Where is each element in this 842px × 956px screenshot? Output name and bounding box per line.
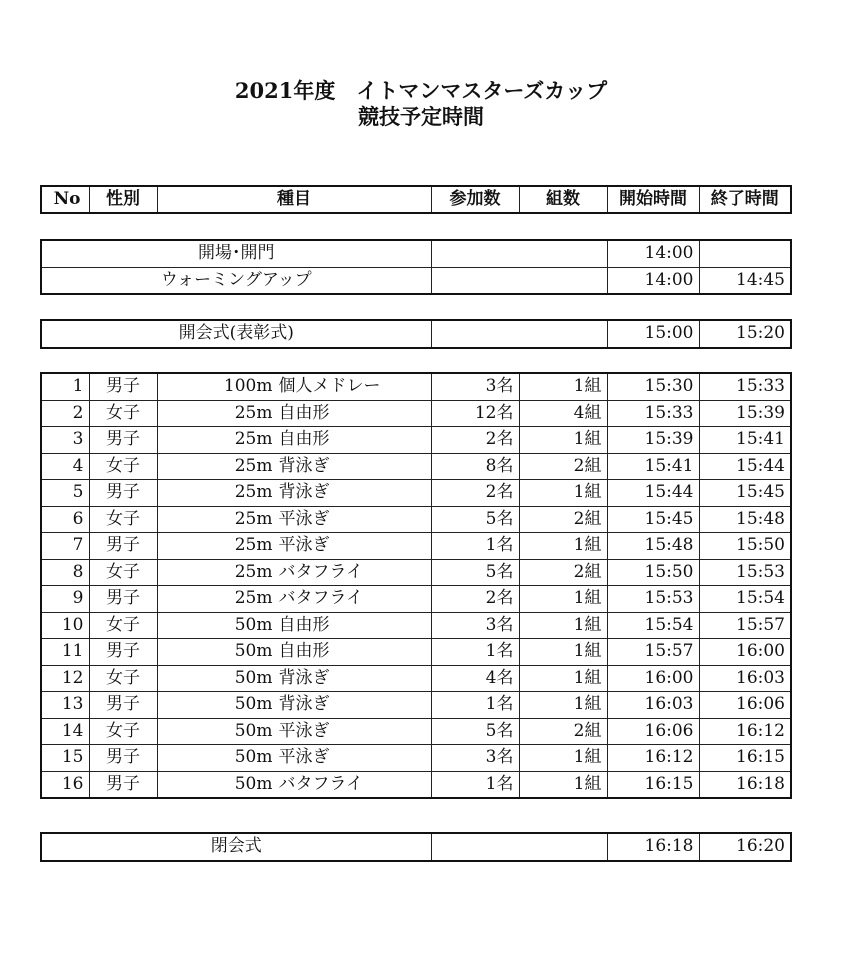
- header-row: [41, 186, 791, 213]
- race-end: 16:12: [699, 718, 791, 745]
- race-gender: 男子: [89, 373, 157, 400]
- race-start: 15:50: [607, 559, 699, 586]
- warmup-start: 14:00: [607, 267, 699, 294]
- race-no: 10: [41, 612, 89, 639]
- race-stroke: バタフライ: [278, 561, 363, 582]
- race-stroke: 自由形: [278, 641, 330, 661]
- race-end: 16:06: [699, 692, 791, 719]
- race-start: 16:00: [607, 665, 699, 692]
- race-no: 9: [41, 586, 89, 613]
- race-end: 15:41: [699, 427, 791, 454]
- race-participants: 3名: [431, 373, 519, 400]
- opening-start: 14:00: [607, 240, 699, 267]
- race-stroke: 自由形: [278, 402, 330, 423]
- race-stroke: 平泳ぎ: [278, 720, 330, 741]
- race-row: [41, 453, 791, 480]
- race-end: 15:57: [699, 612, 791, 639]
- race-end: 15:45: [699, 480, 791, 507]
- race-start: 15:45: [607, 506, 699, 533]
- header-end-time: 終了時間: [699, 186, 791, 213]
- race-row: [41, 771, 791, 798]
- race-participants: 12名: [431, 400, 519, 427]
- race-distance: 50m: [234, 614, 273, 635]
- race-row: [41, 427, 791, 454]
- race-start: 16:06: [607, 718, 699, 745]
- race-distance: 25m: [234, 508, 273, 529]
- race-participants: 1名: [431, 771, 519, 798]
- ceremony-end: 15:20: [699, 320, 791, 348]
- race-row: [41, 480, 791, 507]
- race-start: 15:33: [607, 400, 699, 427]
- closing-start: 16:18: [607, 833, 699, 861]
- header-gender: 性別: [89, 186, 157, 213]
- ceremony-label: 開会式(表彰式): [41, 320, 431, 348]
- race-start: 15:57: [607, 639, 699, 666]
- race-start: 15:30: [607, 373, 699, 400]
- race-no: 16: [41, 771, 89, 798]
- race-event: [157, 506, 431, 533]
- race-distance: 50m: [234, 720, 273, 741]
- closing-row: [41, 833, 791, 861]
- race-participants: 4名: [431, 665, 519, 692]
- warmup-end: 14:45: [699, 267, 791, 294]
- race-distance: 50m: [234, 667, 273, 688]
- ceremony-table: [40, 319, 792, 349]
- race-gender: 女子: [89, 559, 157, 586]
- race-no: 6: [41, 506, 89, 533]
- race-gender: 男子: [89, 586, 157, 613]
- race-start: 16:03: [607, 692, 699, 719]
- race-stroke: 自由形: [278, 614, 330, 635]
- race-heats: 1組: [519, 692, 607, 719]
- opening-end: [699, 240, 791, 267]
- race-gender: 女子: [89, 453, 157, 480]
- race-heats: 1組: [519, 533, 607, 560]
- opening-table: [40, 239, 792, 295]
- race-no: 3: [41, 427, 89, 454]
- race-row: [41, 559, 791, 586]
- race-stroke: 自由形: [278, 429, 330, 449]
- column-header-table: [40, 185, 792, 214]
- race-gender: 女子: [89, 612, 157, 639]
- race-no: 4: [41, 453, 89, 480]
- race-end: 15:48: [699, 506, 791, 533]
- race-end: 15:54: [699, 586, 791, 613]
- race-heats: 1組: [519, 745, 607, 772]
- race-event: [157, 612, 431, 639]
- ceremony-start: 15:00: [607, 320, 699, 348]
- race-distance: 50m: [234, 747, 273, 767]
- race-participants: 5名: [431, 718, 519, 745]
- race-distance: 25m: [234, 535, 273, 555]
- race-event: [157, 718, 431, 745]
- race-heats: 1組: [519, 427, 607, 454]
- opening-label: 開場･開門: [41, 240, 431, 267]
- race-gender: 男子: [89, 692, 157, 719]
- race-row: [41, 373, 791, 400]
- race-event: [157, 373, 431, 400]
- opening-row: [41, 240, 791, 267]
- race-no: 8: [41, 559, 89, 586]
- warmup-label: ウォーミングアップ: [41, 267, 431, 294]
- race-participants: 5名: [431, 559, 519, 586]
- race-start: 15:41: [607, 453, 699, 480]
- header-heats: 組数: [519, 186, 607, 213]
- race-no: 7: [41, 533, 89, 560]
- race-start: 15:44: [607, 480, 699, 507]
- race-stroke: 平泳ぎ: [278, 508, 330, 529]
- race-distance: 50m: [234, 641, 273, 661]
- race-row: [41, 692, 791, 719]
- race-row: [41, 665, 791, 692]
- race-event: [157, 559, 431, 586]
- race-heats: 2組: [519, 718, 607, 745]
- race-event: [157, 453, 431, 480]
- race-stroke: 平泳ぎ: [278, 535, 330, 555]
- race-no: 5: [41, 480, 89, 507]
- race-end: 15:44: [699, 453, 791, 480]
- race-stroke: 背泳ぎ: [278, 455, 330, 476]
- race-event: [157, 427, 431, 454]
- race-stroke: 背泳ぎ: [278, 667, 330, 688]
- race-row: [41, 400, 791, 427]
- race-participants: 2名: [431, 427, 519, 454]
- race-participants: 3名: [431, 745, 519, 772]
- race-event: [157, 639, 431, 666]
- document-title: 2021年度 イトマンマスターズカップ: [234, 78, 608, 103]
- closing-end: 16:20: [699, 833, 791, 861]
- race-participants: 1名: [431, 533, 519, 560]
- race-end: 16:15: [699, 745, 791, 772]
- race-distance: 50m: [234, 773, 273, 794]
- race-end: 15:50: [699, 533, 791, 560]
- closing-label: 閉会式: [41, 833, 431, 861]
- race-heats: 1組: [519, 612, 607, 639]
- header-start-time: 開始時間: [607, 186, 699, 213]
- race-distance: 25m: [234, 455, 273, 476]
- race-distance: 50m: [234, 694, 273, 714]
- race-row: [41, 612, 791, 639]
- header-event: 種目: [157, 186, 431, 213]
- race-no: 12: [41, 665, 89, 692]
- race-stroke: 背泳ぎ: [278, 694, 330, 714]
- race-row: [41, 639, 791, 666]
- race-no: 2: [41, 400, 89, 427]
- race-no: 13: [41, 692, 89, 719]
- race-row: [41, 506, 791, 533]
- race-heats: 1組: [519, 586, 607, 613]
- warmup-row: [41, 267, 791, 294]
- race-participants: 3名: [431, 612, 519, 639]
- race-gender: 男子: [89, 533, 157, 560]
- race-row: [41, 745, 791, 772]
- header-participants: 参加数: [431, 186, 519, 213]
- race-participants: 2名: [431, 586, 519, 613]
- race-start: 15:54: [607, 612, 699, 639]
- race-event: [157, 586, 431, 613]
- race-gender: 女子: [89, 665, 157, 692]
- race-event: [157, 400, 431, 427]
- race-heats: 1組: [519, 480, 607, 507]
- race-start: 16:15: [607, 771, 699, 798]
- race-distance: 25m: [234, 482, 273, 502]
- race-gender: 男子: [89, 427, 157, 454]
- race-row: [41, 533, 791, 560]
- race-gender: 女子: [89, 718, 157, 745]
- race-participants: 5名: [431, 506, 519, 533]
- race-heats: 1組: [519, 665, 607, 692]
- race-heats: 1組: [519, 373, 607, 400]
- race-start: 16:12: [607, 745, 699, 772]
- race-end: 16:00: [699, 639, 791, 666]
- race-start: 15:53: [607, 586, 699, 613]
- race-heats: 2組: [519, 506, 607, 533]
- race-gender: 男子: [89, 771, 157, 798]
- race-start: 15:39: [607, 427, 699, 454]
- race-distance: 25m: [234, 402, 273, 423]
- race-distance: 25m: [234, 588, 273, 608]
- race-row: [41, 718, 791, 745]
- race-no: 1: [41, 373, 89, 400]
- race-heats: 4組: [519, 400, 607, 427]
- race-stroke: 背泳ぎ: [278, 482, 330, 502]
- race-distance: 25m: [234, 429, 273, 449]
- race-stroke: バタフライ: [278, 588, 363, 608]
- race-gender: 男子: [89, 639, 157, 666]
- race-heats: 2組: [519, 453, 607, 480]
- race-heats: 1組: [519, 771, 607, 798]
- race-gender: 女子: [89, 506, 157, 533]
- ceremony-row: [41, 320, 791, 348]
- race-event: [157, 745, 431, 772]
- race-end: 16:18: [699, 771, 791, 798]
- header-no: No: [41, 186, 89, 213]
- race-event: [157, 480, 431, 507]
- race-end: 15:33: [699, 373, 791, 400]
- race-gender: 男子: [89, 745, 157, 772]
- race-heats: 2組: [519, 559, 607, 586]
- race-no: 11: [41, 639, 89, 666]
- race-participants: 8名: [431, 453, 519, 480]
- race-end: 15:39: [699, 400, 791, 427]
- race-stroke: 平泳ぎ: [278, 747, 330, 767]
- race-row: [41, 586, 791, 613]
- race-no: 14: [41, 718, 89, 745]
- race-event: [157, 665, 431, 692]
- race-start: 15:48: [607, 533, 699, 560]
- race-participants: 1名: [431, 639, 519, 666]
- race-end: 16:03: [699, 665, 791, 692]
- race-gender: 女子: [89, 400, 157, 427]
- document-subtitle: 競技予定時間: [358, 104, 484, 129]
- race-participants: 2名: [431, 480, 519, 507]
- race-distance: 25m: [234, 561, 273, 582]
- race-heats: 1組: [519, 639, 607, 666]
- race-event: [157, 692, 431, 719]
- race-gender: 男子: [89, 480, 157, 507]
- closing-table: [40, 832, 792, 862]
- race-distance: 100m: [223, 376, 273, 396]
- race-participants: 1名: [431, 692, 519, 719]
- race-end: 15:53: [699, 559, 791, 586]
- race-no: 15: [41, 745, 89, 772]
- races-table: [40, 372, 792, 799]
- race-event: [157, 533, 431, 560]
- race-event: [157, 771, 431, 798]
- race-stroke: バタフライ: [278, 773, 363, 794]
- race-stroke: 個人メドレー: [278, 376, 381, 396]
